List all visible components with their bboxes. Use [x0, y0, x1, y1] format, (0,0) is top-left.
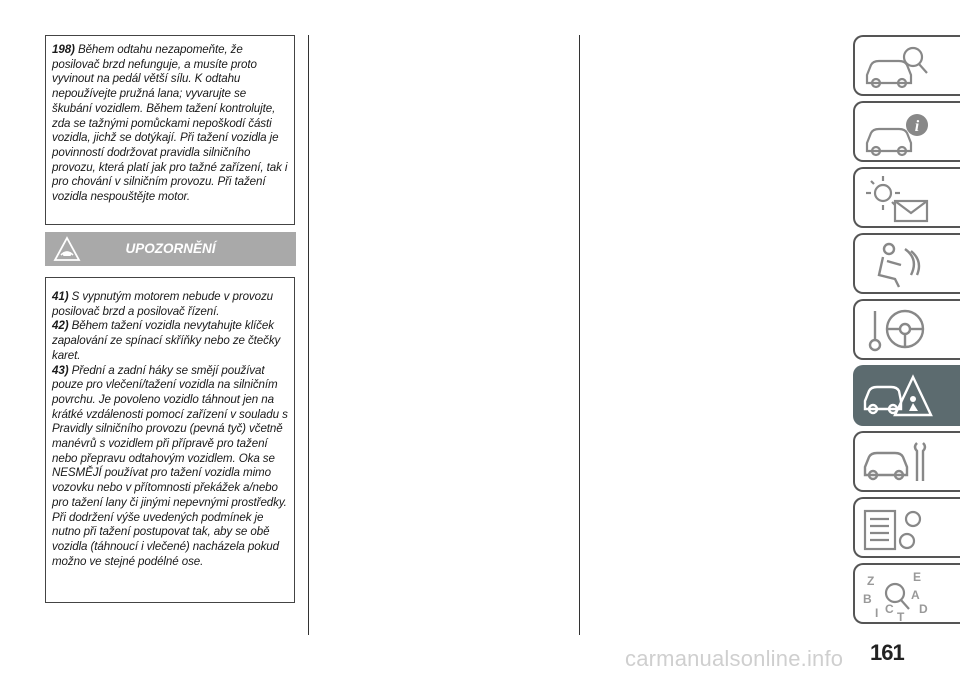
note-box-198	[45, 35, 295, 225]
chapter-tab-7[interactable]	[853, 431, 960, 492]
index-letter: D	[919, 602, 928, 616]
warning-header	[45, 232, 296, 266]
index-letter: Z	[867, 574, 875, 588]
list-gears-icon	[861, 503, 933, 555]
key-steering-wheel-icon	[861, 305, 933, 357]
index-letter: I	[875, 606, 879, 620]
column-divider-1	[308, 35, 309, 635]
warning-item-label: 42)	[52, 319, 69, 333]
warning-item	[52, 319, 288, 363]
chapter-tab-6[interactable]	[853, 365, 960, 426]
car-wrench-icon	[861, 437, 933, 489]
index-letter: B	[863, 592, 872, 606]
index-letter: C	[885, 602, 894, 616]
warning-title: UPOZORNĚNÍ	[125, 241, 216, 256]
warning-item	[52, 290, 288, 319]
warning-item-text: Během tažení vozidla nevytahujte klíček zapalování ze spínací skříňky nebo ze čtečky karet.	[52, 319, 281, 362]
warning-box	[45, 277, 295, 603]
warning-item-text: Přední a zadní háky se smějí používat pouze pro vlečení/tažení vozidla na silničním povrchu. Je povoleno vozidlo táhnout jen na krátké vzdálenosti pomocí zařízení v souladu s Pravidly silničního provozu (pevná tyč) včetně manévrů s vozidlem při přípravě pro tažení nebo přepravu odtahovým vozidlem. Oka se NESMĚJÍ používat pro tažení vozidla mimo vozovku nebo v přítomnosti překážek a/nebo pro tažení lany či jinými nepevnými prostředky. Při dodržení výše uvedených podmínek je nutno při tažení postupovat tak, aby se obě vozidla (táhnoucí i vlečené) nacházela pokud možno ve stejné podélné ose.	[52, 363, 288, 568]
warning-item-text: S vypnutým motorem nebude v provozu posilovač brzd a posilovač řízení.	[52, 290, 274, 318]
seat-airbag-icon	[861, 239, 933, 291]
chapter-tab-1[interactable]	[853, 35, 960, 96]
warning-item-label: 41)	[52, 290, 69, 303]
index-letter: T	[897, 610, 905, 621]
warning-item-label: 43)	[52, 363, 69, 377]
index-letter: A	[911, 588, 920, 602]
car-search-icon	[861, 41, 933, 93]
car-info-icon	[861, 107, 933, 159]
alphabet-index-icon	[861, 569, 933, 621]
page-number: 161	[870, 640, 904, 665]
chapter-tab-5[interactable]	[853, 299, 960, 360]
chapter-tab-9[interactable]	[853, 563, 960, 624]
index-letter: E	[913, 570, 922, 584]
svg-text:i: i	[914, 118, 920, 135]
column-divider-2	[579, 35, 580, 635]
chapter-tab-3[interactable]	[853, 167, 960, 228]
warning-item	[52, 364, 288, 570]
chapter-tab-4[interactable]	[853, 233, 960, 294]
car-breakdown-warning-icon	[861, 371, 933, 423]
chapter-tab-8[interactable]	[853, 497, 960, 558]
note-text: Během odtahu nezapomeňte, že posilovač brzd nefunguje, a musíte proto vyvinout na pedál větší sílu. K odtahu nepoužívejte pružná lana; vyvarujte se škubání vozidlem. Během tažení kontrolujte, zda se tažnými pomůckami nepoškodí části vozidla, jichž se dotýkají. Při tažení vozidla je povinností dodržovat pravidla silničního provozu, která platí jak pro tažné zařízení, tak i pro chování v silničním provozu. Při tažení vozidla nespouštějte motor.	[52, 43, 288, 204]
lights-message-icon	[861, 173, 933, 225]
chapter-tab-2[interactable]	[853, 101, 960, 162]
note-label: 198)	[52, 43, 75, 56]
watermark: carmanualsonline.info	[625, 646, 844, 671]
